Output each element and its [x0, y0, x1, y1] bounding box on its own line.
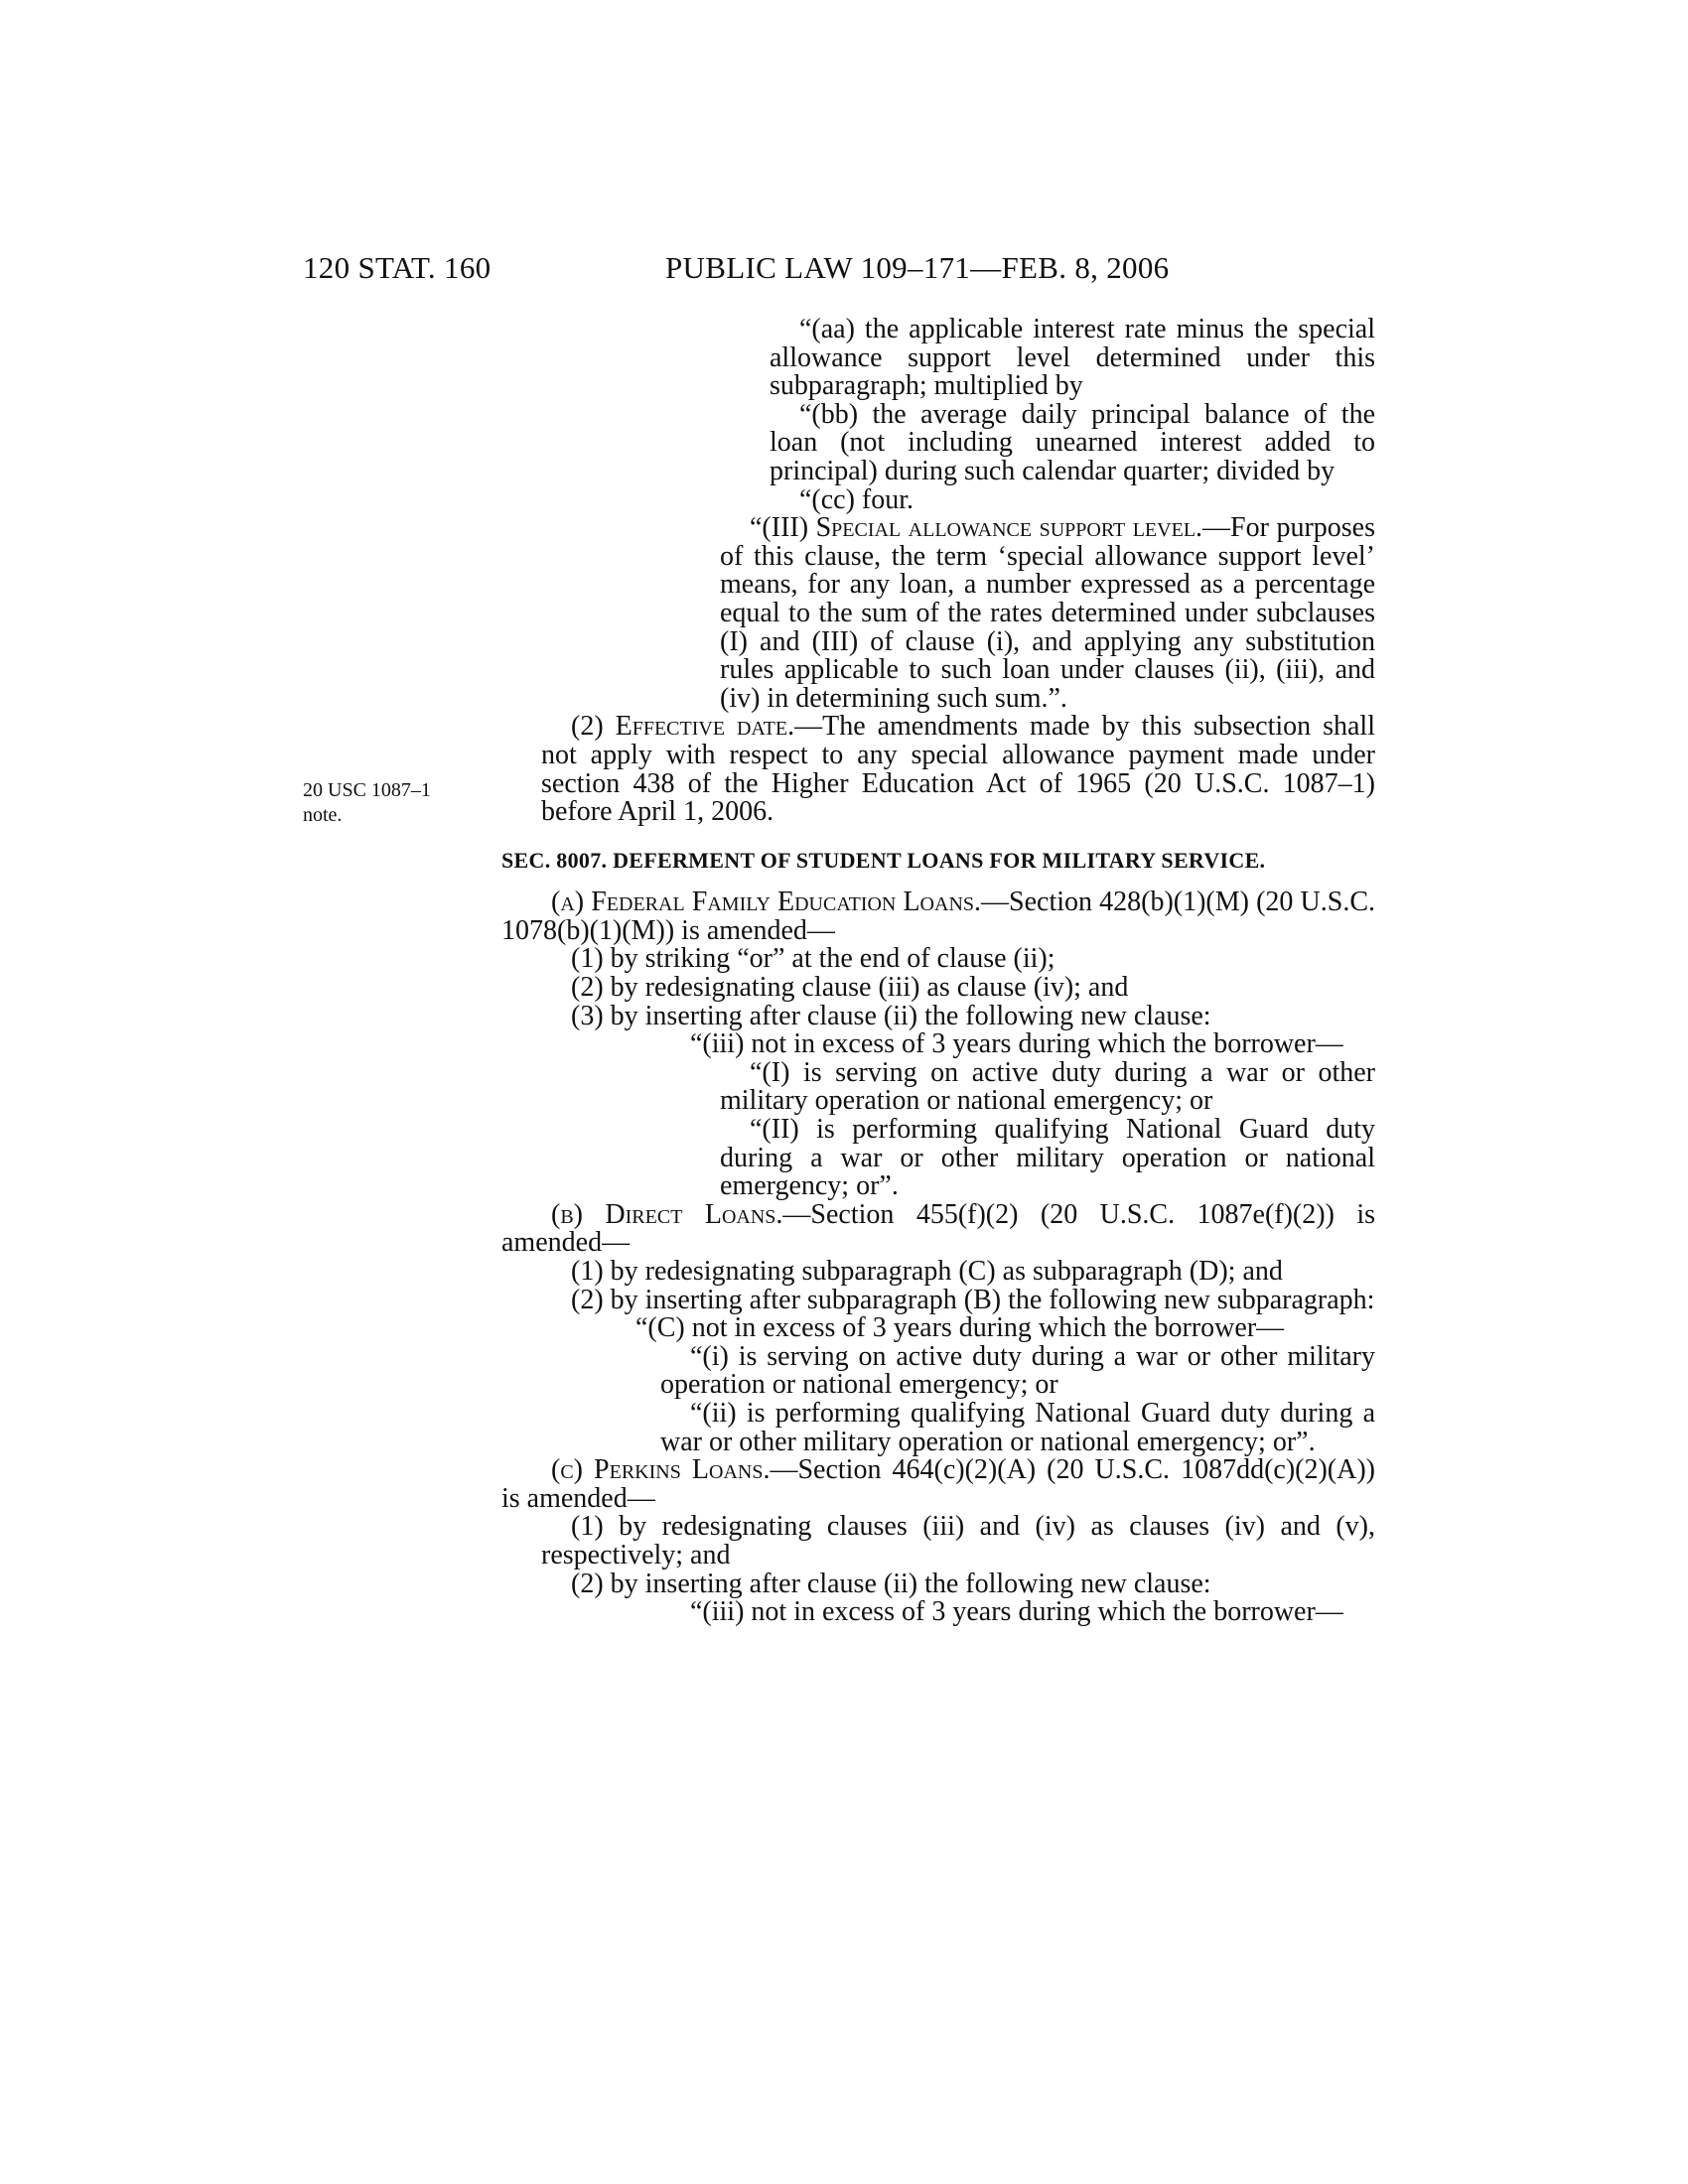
- subclause-heading: “(III) Special allowance support level.—: [750, 512, 1231, 544]
- paragraph-b2: (2) by inserting after subparagraph (B) the following new subparagraph:: [571, 1284, 1375, 1315]
- subsection-a: (a) Federal Family Education Loans.—Section 428(b)(1)(M) (20 U.S.C. 1078(b)(1)(M)) is amended—: [501, 887, 1375, 946]
- paragraph-effective-date: (2) Effective date.—The amendments made by this subsection shall not apply with respect to any special allowance payment made under section 438 of the Higher Education Act of 1965 (20 U.S.C. 1087–1) before April 1, 2006.: [541, 711, 1375, 828]
- subclause-bb: “(bb) the average daily principal balance of the loan (not including unearned interest added to principal) during such calendar quarter; divided by: [770, 398, 1375, 486]
- clause-a3-iii: “(iii) not in excess of 3 years during which the borrower—: [690, 1028, 1343, 1060]
- paragraph-heading: (2) Effective date.: [571, 711, 795, 743]
- margin-note-line: 20 USC 1087–1: [303, 779, 431, 801]
- paragraph-a1: (1) by striking “or” at the end of clause (ii);: [571, 943, 1055, 975]
- page-running-header: PUBLIC LAW 109–171—FEB. 8, 2006: [665, 250, 1170, 285]
- subclause-cc: “(cc) four.: [799, 483, 914, 515]
- clause-b2-ii: “(ii) is performing qualifying National Guard duty during a war or other military operation or national emergency; or”.: [660, 1397, 1375, 1457]
- margin-citation-note: [303, 778, 431, 828]
- subsection-heading: (c) Perkins Loans.: [551, 1454, 771, 1486]
- paragraph-a3: (3) by inserting after clause (ii) the following new clause:: [571, 1000, 1211, 1031]
- clause-b2-i: “(i) is serving on active duty during a war or other military operation or national emergency; or: [660, 1340, 1375, 1401]
- document-body: [501, 316, 1375, 1627]
- subsection-c: (c) Perkins Loans.—Section 464(c)(2)(A) (20 U.S.C. 1087dd(c)(2)(A)) is amended—: [501, 1454, 1375, 1514]
- subsection-b: (b) Direct Loans.—Section 455(f)(2) (20 U.S.C. 1087e(f)(2)) is amended—: [501, 1198, 1375, 1259]
- subsection-heading: (a) Federal Family Education Loans.: [551, 887, 982, 918]
- subsection-heading: (b) Direct Loans.: [551, 1198, 783, 1230]
- paragraph-c2: (2) by inserting after clause (ii) the following new clause:: [571, 1568, 1211, 1599]
- statute-page-number: 120 STAT. 160: [303, 250, 492, 285]
- subclause-iii-support-level: “(III) Special allowance support level.—For purposes of this clause, the term ‘special allowance support level’ means, for any loan, a number expressed as a percentage equal to the sum of the rates determined under subclauses (I) and (III) of clause (i), and applying any substitution rules applicable to such loan under clauses (ii), (iii), and (iv) in determining such sum.”.: [720, 512, 1375, 714]
- paragraph-b1: (1) by redesignating subparagraph (C) as subparagraph (D); and: [571, 1256, 1283, 1287]
- section-heading: SEC. 8007. DEFERMENT OF STUDENT LOANS FOR MILITARY SERVICE.: [501, 847, 1266, 873]
- subclause-a3-I: “(I) is serving on active duty during a war or other military operation or national emergency; or: [720, 1056, 1375, 1117]
- paragraph-c1: (1) by redesignating clauses (iii) and (iv) as clauses (iv) and (v), respectively; and: [541, 1511, 1375, 1570]
- margin-note-line: note.: [303, 804, 343, 826]
- clause-c2-iii: “(iii) not in excess of 3 years during which the borrower—: [690, 1596, 1343, 1628]
- subparagraph-b2-C: “(C) not in excess of 3 years during which the borrower—: [635, 1312, 1285, 1344]
- paragraph-a2: (2) by redesignating clause (iii) as clause (iv); and: [571, 972, 1129, 1004]
- subclause-aa: “(aa) the applicable interest rate minus the special allowance support level determined under this subparagraph; multiplied by: [770, 314, 1375, 402]
- subclause-a3-II: “(II) is performing qualifying National Guard duty during a war or other military operation or national emergency; or”.: [720, 1114, 1375, 1202]
